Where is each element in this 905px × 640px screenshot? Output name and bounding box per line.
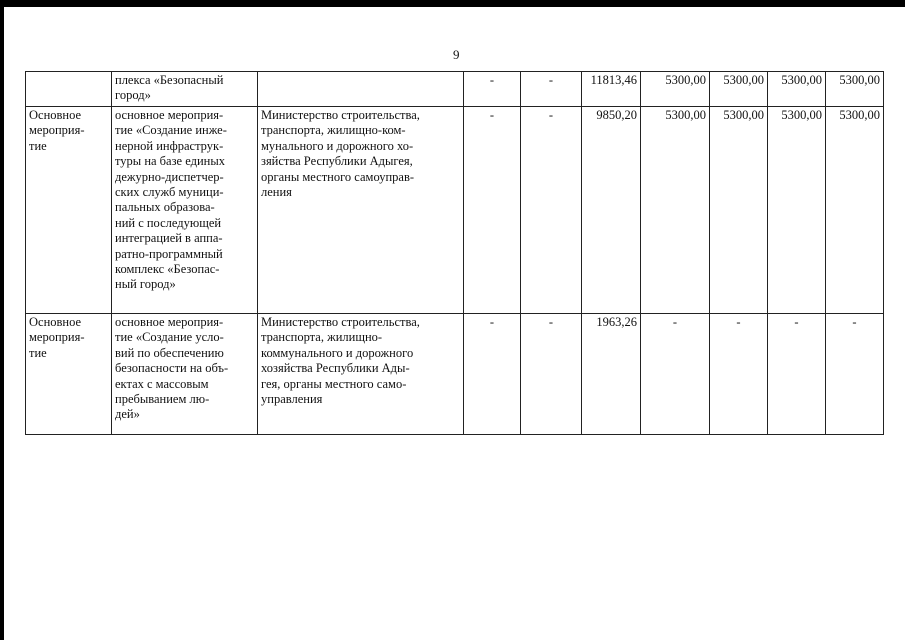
description-cell-line: пребыванием лю- — [115, 392, 210, 407]
executor-cell-line: зяйства Республики Адыгея, — [261, 154, 413, 169]
table-row — [26, 72, 884, 107]
year-amount-cell-3: - — [768, 314, 826, 435]
table-row — [26, 314, 884, 435]
year-amount-cell-4: 5300,00 — [826, 107, 884, 314]
indicator-cell-1: - — [464, 107, 521, 314]
total-amount-cell: 1963,26 — [582, 314, 641, 435]
year-amount-cell-2: 5300,00 — [710, 107, 768, 314]
category-cell-line: мероприя- — [29, 123, 85, 138]
year-amount-cell-1: 5300,00 — [641, 72, 710, 107]
year-amount-cell-4: 5300,00 — [826, 72, 884, 107]
description-cell-line: основное мероприя- — [115, 108, 224, 122]
description-cell-line: дей» — [115, 407, 140, 422]
year-amount-cell-3: 5300,00 — [768, 72, 826, 107]
category-cell — [26, 314, 112, 435]
description-cell-line: вий по обеспечению — [115, 345, 224, 360]
description-cell-line: город» — [115, 88, 151, 103]
description-cell-line: основное мероприя- — [115, 315, 224, 329]
description-cell-line: комплекс «Безопас- — [115, 262, 220, 277]
description-cell-line: тие «Создание усло- — [115, 330, 224, 345]
page-number: 9 — [453, 47, 460, 62]
executor-cell-line: хозяйства Республики Ады- — [261, 361, 410, 376]
executor-cell-line: Министерство строительства, — [261, 315, 420, 329]
category-cell-line: Основное — [29, 108, 82, 122]
year-amount-cell-2: 5300,00 — [710, 72, 768, 107]
description-cell-line: безопасности на объ- — [115, 361, 229, 376]
executor-cell-line: ления — [261, 185, 292, 200]
description-cell-line: интеграцией в аппа- — [115, 231, 223, 246]
year-amount-cell-3: 5300,00 — [768, 107, 826, 314]
description-cell-line: ектах с массовым — [115, 376, 209, 391]
category-cell-line: Основное — [29, 315, 82, 329]
executor-cell-line: органы местного самоуправ- — [261, 169, 415, 184]
program-table — [25, 71, 884, 435]
executor-cell-line: коммунального и дорожного — [261, 345, 414, 360]
executor-cell-line: гея, органы местного само- — [261, 376, 407, 391]
category-cell — [26, 107, 112, 314]
description-cell-line: ний с последующей — [115, 215, 222, 230]
executor-cell-line: транспорта, жилищно-ком- — [261, 123, 406, 138]
indicator-cell-2: - — [521, 107, 582, 314]
year-amount-cell-4: - — [826, 314, 884, 435]
indicator-cell-1: - — [464, 314, 521, 435]
year-amount-cell-1: 5300,00 — [641, 107, 710, 314]
total-amount-cell: 11813,46 — [582, 72, 641, 107]
year-amount-cell-2: - — [710, 314, 768, 435]
description-cell — [112, 72, 258, 107]
description-cell-line: дежурно-диспетчер- — [115, 169, 224, 184]
page-left-border — [0, 0, 4, 640]
description-cell-line: ратно-программный — [115, 246, 223, 261]
description-cell — [112, 107, 258, 314]
page-top-border — [0, 0, 905, 7]
category-cell — [26, 72, 112, 107]
description-cell-line: пальных образова- — [115, 200, 215, 215]
indicator-cell-2: - — [521, 314, 582, 435]
executor-cell-line: Министерство строительства, — [261, 108, 420, 122]
description-cell-line: плекса «Безопасный — [115, 73, 224, 87]
total-amount-cell: 9850,20 — [582, 107, 641, 314]
executor-cell — [258, 72, 464, 107]
executor-cell-line: транспорта, жилищно- — [261, 330, 383, 345]
year-amount-cell-1: - — [641, 314, 710, 435]
category-cell-line: тие — [29, 138, 47, 153]
indicator-cell-2: - — [521, 72, 582, 107]
category-cell-line: мероприя- — [29, 330, 85, 345]
table-row — [26, 107, 884, 314]
executor-cell — [258, 107, 464, 314]
description-cell — [112, 314, 258, 435]
description-cell-line: ских служб муници- — [115, 185, 224, 200]
description-cell-line: тие «Создание инже- — [115, 123, 227, 138]
indicator-cell-1: - — [464, 72, 521, 107]
table-body — [26, 72, 884, 435]
description-cell-line: нерной инфраструк- — [115, 138, 224, 153]
executor-cell-line: мунального и дорожного хо- — [261, 138, 414, 153]
description-cell-line: ный город» — [115, 277, 176, 292]
executor-cell-line: управления — [261, 392, 323, 407]
executor-cell — [258, 314, 464, 435]
description-cell-line: туры на базе единых — [115, 154, 225, 169]
category-cell-line: тие — [29, 345, 47, 360]
